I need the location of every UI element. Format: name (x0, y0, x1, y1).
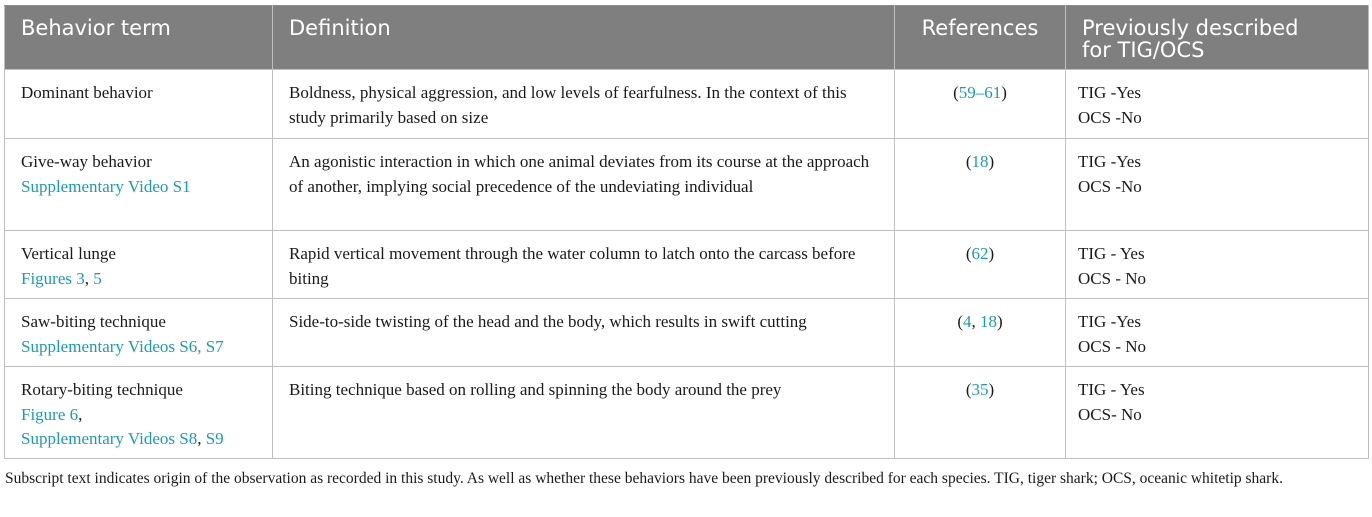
tig-status: TIG -Yes (1078, 83, 1141, 102)
ocs-status: OCS - No (1078, 268, 1147, 288)
figure-link[interactable]: Figures 3 (21, 268, 85, 288)
table-footnote: Subscript text indicates origin of the observation as recorded in this study. As well as whether these behaviors have been previously described for each species. TIG, tiger shark; OCS, oceanic whitetip shark. (5, 470, 1283, 487)
ocs-status: OCS -No (1078, 107, 1142, 127)
header-references: References (895, 6, 1066, 70)
behavior-term-cell (5, 70, 273, 139)
ref-paren: ( (965, 244, 972, 263)
behavior-term-cell (5, 367, 273, 459)
link-separator: , (197, 429, 206, 448)
tig-status: TIG - Yes (1078, 380, 1145, 399)
table-row (5, 70, 1369, 139)
behavior-term-cell (5, 139, 273, 231)
link-separator: , (78, 404, 83, 424)
ocs-status: OCS - No (1078, 336, 1147, 356)
tig-status: TIG - Yes (1078, 244, 1145, 263)
ref-paren: ( (957, 312, 963, 331)
ref-paren: ( (953, 83, 959, 102)
header-row (5, 6, 1369, 70)
ref-paren: ( (965, 380, 972, 399)
ref-paren: ) (988, 244, 995, 263)
ref-paren: ) (1001, 83, 1007, 102)
reference-link[interactable]: 62 (971, 244, 989, 263)
reference-link[interactable]: 59–61 (958, 83, 1002, 102)
supplementary-video-link[interactable]: Supplementary Video S1 (21, 176, 191, 196)
table-row (5, 231, 1369, 299)
behavior-term: Saw-biting technique (21, 312, 166, 331)
references-cell (895, 231, 1066, 299)
reference-link[interactable]: 4 (963, 312, 972, 331)
ref-paren: ( (965, 152, 972, 171)
behavior-term-cell (5, 299, 273, 367)
references-cell (895, 70, 1066, 139)
ref-separator: , (971, 312, 980, 331)
supplementary-video-link[interactable]: Supplementary Videos S6, S7 (21, 336, 224, 356)
ref-paren: ) (988, 152, 995, 171)
table-row (5, 299, 1369, 367)
ref-paren: ) (997, 312, 1003, 331)
previously-described-cell (1066, 231, 1369, 299)
references-cell (895, 139, 1066, 231)
references-cell (895, 367, 1066, 459)
ocs-status: OCS- No (1078, 404, 1142, 424)
definition-cell: Side-to-side twisting of the head and the body, which results in swift cutting (273, 299, 895, 367)
supplementary-video-link[interactable]: S9 (205, 429, 224, 448)
definition-cell: An agonistic interaction in which one animal deviates from its course at the approach of another, implying social precedence of the undeviating individual (273, 139, 895, 231)
figure-link[interactable]: 5 (93, 268, 102, 288)
previously-described-cell (1066, 70, 1369, 139)
behavior-term: Rotary-biting technique (21, 380, 183, 399)
reference-link[interactable]: 18 (971, 152, 989, 171)
previously-described-cell (1066, 139, 1369, 231)
behavior-term-cell (5, 231, 273, 299)
header-definition: Definition (273, 6, 895, 70)
header-previously-line1: Previously described (1082, 16, 1299, 40)
references-cell (895, 299, 1066, 367)
ref-paren: ) (988, 380, 995, 399)
behavior-term: Vertical lunge (21, 244, 116, 263)
definition-cell: Boldness, physical aggression, and low levels of fearfulness. In the context of this study primarily based on size (273, 70, 895, 139)
previously-described-cell (1066, 299, 1369, 367)
header-previously-line2: for TIG/OCS (1082, 38, 1205, 62)
tig-status: TIG -Yes (1078, 152, 1141, 171)
figure-link[interactable]: Figure 6 (21, 404, 79, 424)
supplementary-video-link[interactable]: Supplementary Videos S8 (21, 429, 198, 448)
tig-status: TIG -Yes (1078, 312, 1141, 331)
table-body (5, 70, 1369, 459)
behavior-term: Dominant behavior (21, 83, 153, 102)
definition-cell: Biting technique based on rolling and spinning the body around the prey (273, 367, 895, 459)
reference-link[interactable]: 35 (971, 380, 989, 399)
table-row (5, 367, 1369, 459)
previously-described-cell (1066, 367, 1369, 459)
table-header (5, 6, 1369, 70)
behavior-table (4, 5, 1369, 459)
table-row (5, 139, 1369, 231)
reference-link[interactable]: 18 (980, 312, 997, 331)
definition-cell: Rapid vertical movement through the water column to latch onto the carcass before biting (273, 231, 895, 299)
header-previously-described (1066, 6, 1369, 70)
header-behavior-term: Behavior term (5, 6, 273, 70)
link-separator: , (84, 268, 94, 288)
ocs-status: OCS -No (1078, 176, 1142, 196)
behavior-term: Give-way behavior (21, 152, 152, 171)
